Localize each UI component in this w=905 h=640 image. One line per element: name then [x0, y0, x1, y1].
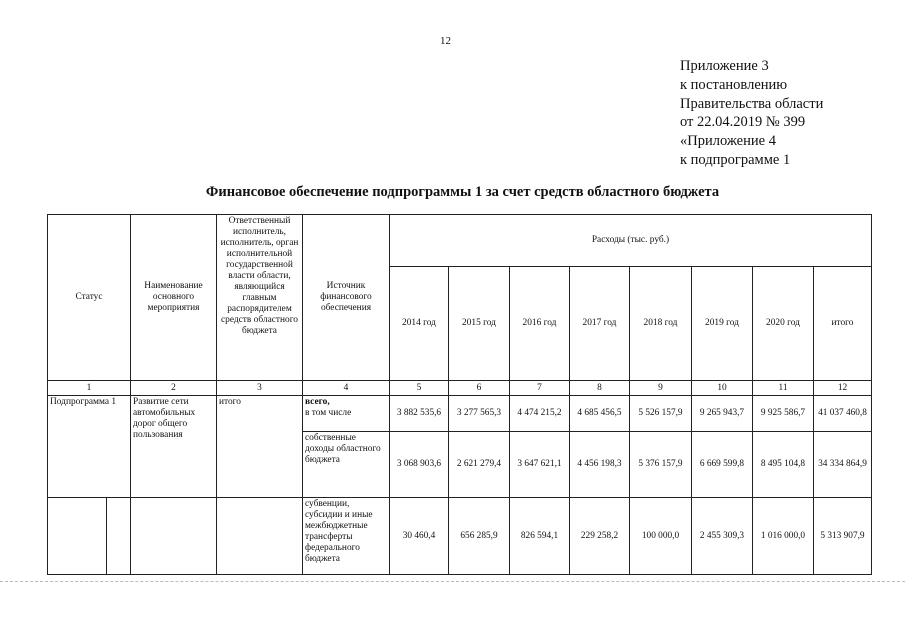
executor-cell-empty: [217, 498, 303, 575]
value-cell: 1 016 000,0: [753, 498, 814, 575]
value-cell: 656 285,9: [449, 498, 510, 575]
value-cell: 4 685 456,5: [570, 396, 630, 432]
measure-cell-empty: [131, 498, 217, 575]
column-index: 9: [630, 381, 692, 396]
header-year: 2015 год: [449, 267, 510, 381]
column-index: 8: [570, 381, 630, 396]
appendix-line: к подпрограмме 1: [680, 151, 791, 168]
source-cell: собственные доходы областного бюджета: [303, 432, 390, 498]
page-number: 12: [440, 35, 451, 47]
table-row: [48, 396, 872, 432]
value-cell: 3 647 621,1: [510, 432, 570, 498]
value-cell: 4 456 198,3: [570, 432, 630, 498]
source-cell: [303, 396, 390, 432]
value-cell: 30 460,4: [390, 498, 449, 575]
header-expenses: Расходы (тыс. руб.): [390, 215, 872, 267]
status-cell: Подпрограмма 1: [48, 396, 131, 498]
header-year: 2020 год: [753, 267, 814, 381]
appendix-line: «Приложение 4: [680, 133, 776, 150]
source-cell: субвенции, субсидии и иные межбюджетные трансферты федерального бюджета: [303, 498, 390, 575]
value-cell: 3 277 565,3: [449, 396, 510, 432]
header-year: 2017 год: [570, 267, 630, 381]
value-cell: 8 495 104,8: [753, 432, 814, 498]
value-cell: 6 669 599,8: [692, 432, 753, 498]
document-title: Финансовое обеспечение подпрограммы 1 за счет средств областного бюджета: [205, 184, 720, 200]
value-cell: 3 882 535,6: [390, 396, 449, 432]
column-index: 7: [510, 381, 570, 396]
value-cell: 41 037 460,8: [814, 396, 872, 432]
measure-cell: Развитие сети автомобильных дорог общего пользования: [131, 396, 217, 498]
header-year: 2018 год: [630, 267, 692, 381]
header-executor: Ответственный исполнитель, исполнитель, орган исполнительной государственной власти области, являющийся главным распорядителем средств областного бюджета: [217, 215, 303, 381]
column-index: 1: [48, 381, 131, 396]
status-subcell: [107, 498, 130, 574]
executor-cell: итого: [217, 396, 303, 498]
table-row: [48, 498, 872, 575]
value-cell: 3 068 903,6: [390, 432, 449, 498]
source-total-label: всего,: [305, 397, 330, 407]
value-cell: 826 594,1: [510, 498, 570, 575]
column-index: 3: [217, 381, 303, 396]
value-cell: 5 313 907,9: [814, 498, 872, 575]
appendix-header: [680, 57, 823, 170]
value-cell: 9 265 943,7: [692, 396, 753, 432]
header-year: 2014 год: [390, 267, 449, 381]
header-year: 2019 год: [692, 267, 753, 381]
appendix-line: от 22.04.2019 № 399: [680, 114, 806, 131]
column-index: 12: [814, 381, 872, 396]
status-subcell: [48, 498, 107, 574]
header-year: 2016 год: [510, 267, 570, 381]
column-index: 5: [390, 381, 449, 396]
header-measure: Наименование основного мероприятия: [131, 215, 217, 381]
value-cell: 2 621 279,4: [449, 432, 510, 498]
column-index: 11: [753, 381, 814, 396]
value-cell: 100 000,0: [630, 498, 692, 575]
source-label: в том числе: [305, 408, 352, 418]
header-source: Источник финансового обеспечения: [303, 215, 390, 381]
column-index: 2: [131, 381, 217, 396]
value-cell: 229 258,2: [570, 498, 630, 575]
status-cell-empty: [48, 498, 131, 575]
appendix-line: Приложение 3: [680, 58, 769, 74]
header-status: Статус: [48, 215, 131, 381]
column-index: 4: [303, 381, 390, 396]
appendix-line: к постановлению: [680, 76, 788, 93]
appendix-line: Правительства области: [680, 95, 824, 112]
value-cell: 9 925 586,7: [753, 396, 814, 432]
column-index: 6: [449, 381, 510, 396]
page-edge-rule: [0, 581, 905, 582]
finance-table: [47, 214, 872, 575]
header-total: итого: [814, 267, 872, 381]
value-cell: 5 376 157,9: [630, 432, 692, 498]
value-cell: 2 455 309,3: [692, 498, 753, 575]
value-cell: 34 334 864,9: [814, 432, 872, 498]
value-cell: 4 474 215,2: [510, 396, 570, 432]
column-index: 10: [692, 381, 753, 396]
value-cell: 5 526 157,9: [630, 396, 692, 432]
